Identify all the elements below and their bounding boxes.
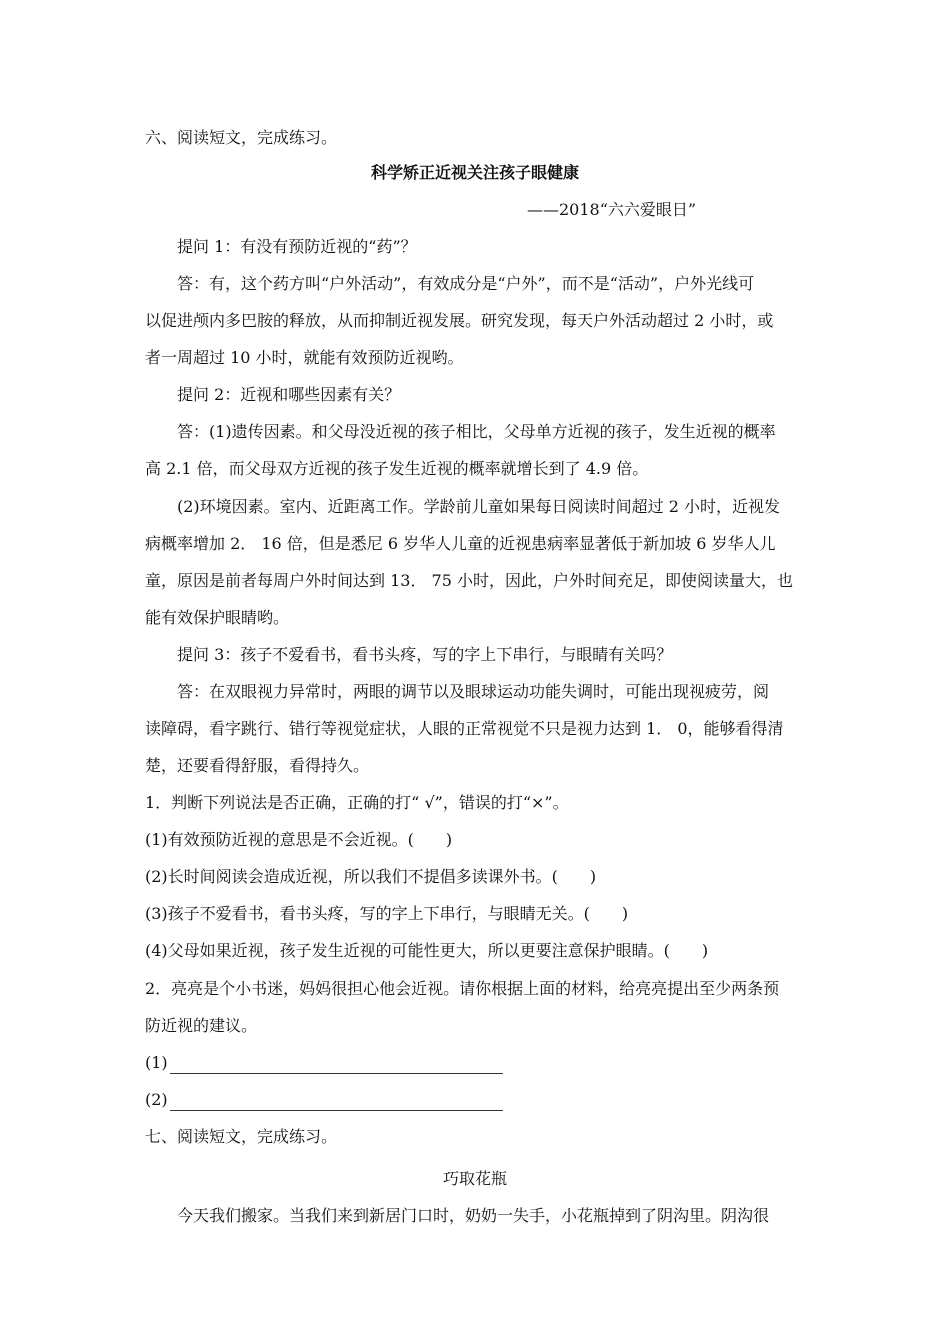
exercise-1-item: (1)有效预防近视的意思是不会近视。( ) — [145, 830, 453, 849]
answer-2-line: 高 2.1 倍，而父母双方近视的孩子发生近视的概率就增长到了 4.9 倍。 — [145, 459, 649, 478]
story-paragraph: 今天我们搬家。当我们来到新居门口时，奶奶一失手，小花瓶掉到了阴沟里。阴沟很 — [177, 1206, 770, 1225]
exercise-2-prompt: 2．亮亮是个小书迷，妈妈很担心他会近视。请你根据上面的材料，给亮亮提出至少两条预 — [145, 979, 780, 998]
answer-blank-row — [145, 1089, 503, 1111]
answer-3-line: 读障碍，看字跳行、错行等视觉症状，人眼的正常视觉不只是视力达到 1． 0，能够看得清 — [145, 719, 784, 738]
question-3: 提问 3：孩子不爱看书，看书头疼，写的字上下串行，与眼睛有关吗？ — [177, 645, 673, 664]
question-1: 提问 1：有没有预防近视的“药”？ — [177, 237, 417, 256]
answer-blank-label: (1) — [145, 1053, 168, 1072]
answer-2-env-line: 童，原因是前者每周户外时间达到 13． 75 小时，因此，户外时间充足，即使阅读量大，也 — [145, 571, 793, 590]
article-title: 科学矫正近视关注孩子眼健康 — [370, 163, 579, 182]
section6-heading: 六、阅读短文，完成练习。 — [145, 128, 338, 147]
exercise-1-item: (2)长时间阅读会造成近视，所以我们不提倡多读课外书。( ) — [145, 867, 597, 886]
answer-3-line: 答：在双眼视力异常时，两眼的调节以及眼球运动功能失调时，可能出现视疲劳，阅 — [177, 682, 770, 701]
exercise-1-item: (3)孩子不爱看书，看书头疼，写的字上下串行，与眼睛无关。( ) — [145, 904, 629, 923]
story-title: 巧取花瓶 — [442, 1169, 507, 1188]
answer-2-env-line: 能有效保护眼睛哟。 — [145, 608, 290, 627]
answer-3-line: 楚，还要看得舒服，看得持久。 — [145, 756, 370, 775]
article-subtitle: ——2018“六六爱眼日” — [527, 200, 697, 219]
exercise-2-prompt: 防近视的建议。 — [145, 1016, 258, 1035]
answer-blank-line[interactable] — [170, 1057, 503, 1074]
section7-heading: 七、阅读短文，完成练习。 — [145, 1127, 338, 1146]
answer-2-env-line: 病概率增加 2． 16 倍，但是悉尼 6 岁华人儿童的近视患病率显著低于新加坡 6 岁华人儿 — [145, 534, 776, 553]
answer-2-line: 答：(1)遗传因素。和父母没近视的孩子相比，父母单方近视的孩子，发生近视的概率 — [177, 422, 776, 441]
answer-1-line: 者一周超过 10 小时，就能有效预防近视哟。 — [145, 348, 464, 367]
answer-1-line: 以促进颅内多巴胺的释放，从而抑制近视发展。研究发现，每天户外活动超过 2 小时，或 — [145, 311, 774, 330]
answer-blank-line[interactable] — [170, 1094, 503, 1111]
answer-1-line: 答：有，这个药方叫“户外活动”，有效成分是“户外”，而不是“活动”，户外光线可 — [177, 274, 755, 293]
answer-2-env-line: (2)环境因素。室内、近距离工作。学龄前儿童如果每日阅读时间超过 2 小时，近视发 — [177, 497, 781, 516]
answer-blank-label: (2) — [145, 1090, 168, 1109]
answer-blank-row — [145, 1052, 503, 1074]
question-2: 提问 2：近视和哪些因素有关？ — [177, 385, 401, 404]
exercise-1-item: (4)父母如果近视，孩子发生近视的可能性更大，所以更要注意保护眼睛。( ) — [145, 941, 709, 960]
exercise-1-prompt: 1．判断下列说法是否正确，正确的打“ √”，错误的打“×”。 — [145, 793, 569, 812]
